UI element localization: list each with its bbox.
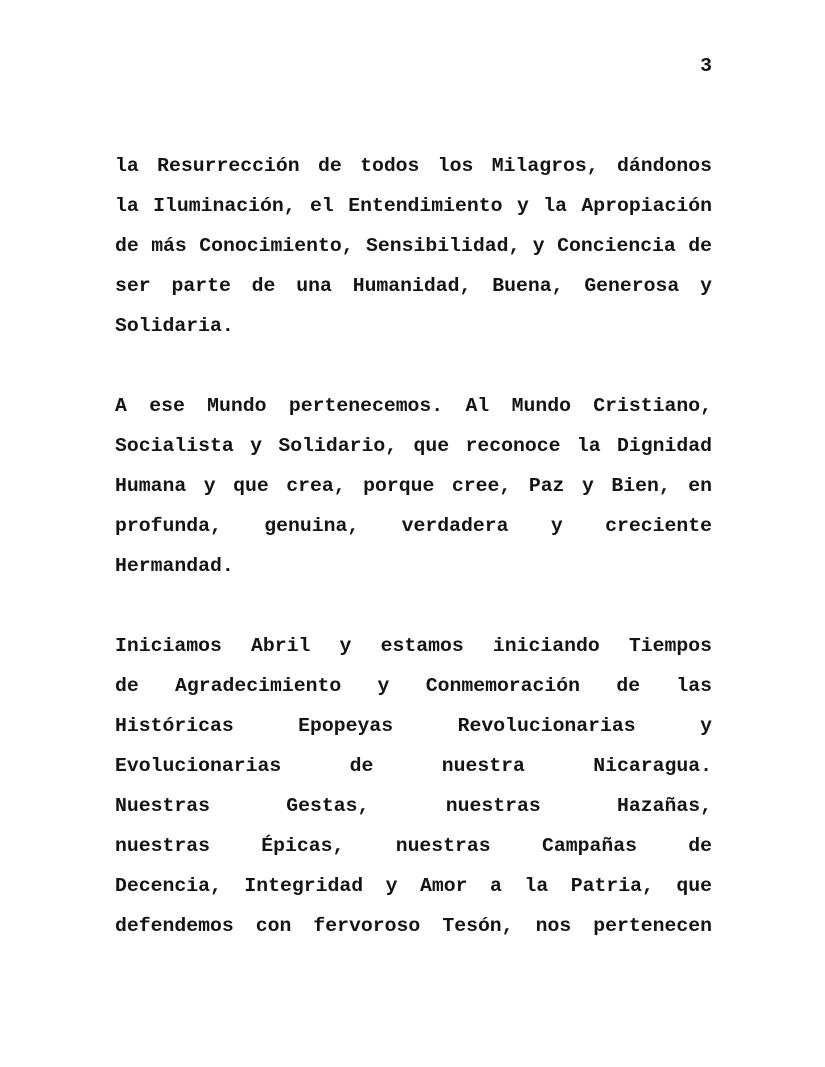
text-line: Históricas Epopeyas Revolucionarias y: [115, 715, 712, 737]
text-line: nuestras Épicas, nuestras Campañas de: [115, 835, 712, 857]
text-line: Humana y que crea, porque cree, Paz y Bien, en: [115, 475, 712, 497]
text-line: Decencia, Integridad y Amor a la Patria, que: [115, 875, 712, 897]
text-line: Socialista y Solidario, que reconoce la Dignidad: [115, 435, 712, 457]
paragraph-2: [115, 386, 712, 586]
text-line: ser parte de una Humanidad, Buena, Generosa y: [115, 275, 712, 297]
text-line: Solidaria.: [115, 315, 234, 337]
text-line: Hermandad.: [115, 555, 234, 577]
text-line: de Agradecimiento y Conmemoración de las: [115, 675, 712, 697]
text-line: Nuestras Gestas, nuestras Hazañas,: [115, 795, 712, 817]
text-line: Evolucionarias de nuestra Nicaragua.: [115, 755, 712, 777]
text-line: profunda, genuina, verdadera y creciente: [115, 515, 712, 537]
text-line: la Resurrección de todos los Milagros, dándonos: [115, 155, 712, 177]
text-line: la Iluminación, el Entendimiento y la Apropiación: [115, 195, 712, 217]
text-line: defendemos con fervoroso Tesón, nos pertenecen: [115, 915, 712, 937]
text-line: Iniciamos Abril y estamos iniciando Tiempos: [115, 635, 712, 657]
page-number: 3: [700, 55, 712, 77]
text-line: A ese Mundo pertenecemos. Al Mundo Cristiano,: [115, 395, 712, 417]
page-content: [115, 146, 712, 946]
text-line: de más Conocimiento, Sensibilidad, y Conciencia de: [115, 235, 712, 257]
paragraph-3: [115, 626, 712, 946]
paragraph-1: [115, 146, 712, 346]
